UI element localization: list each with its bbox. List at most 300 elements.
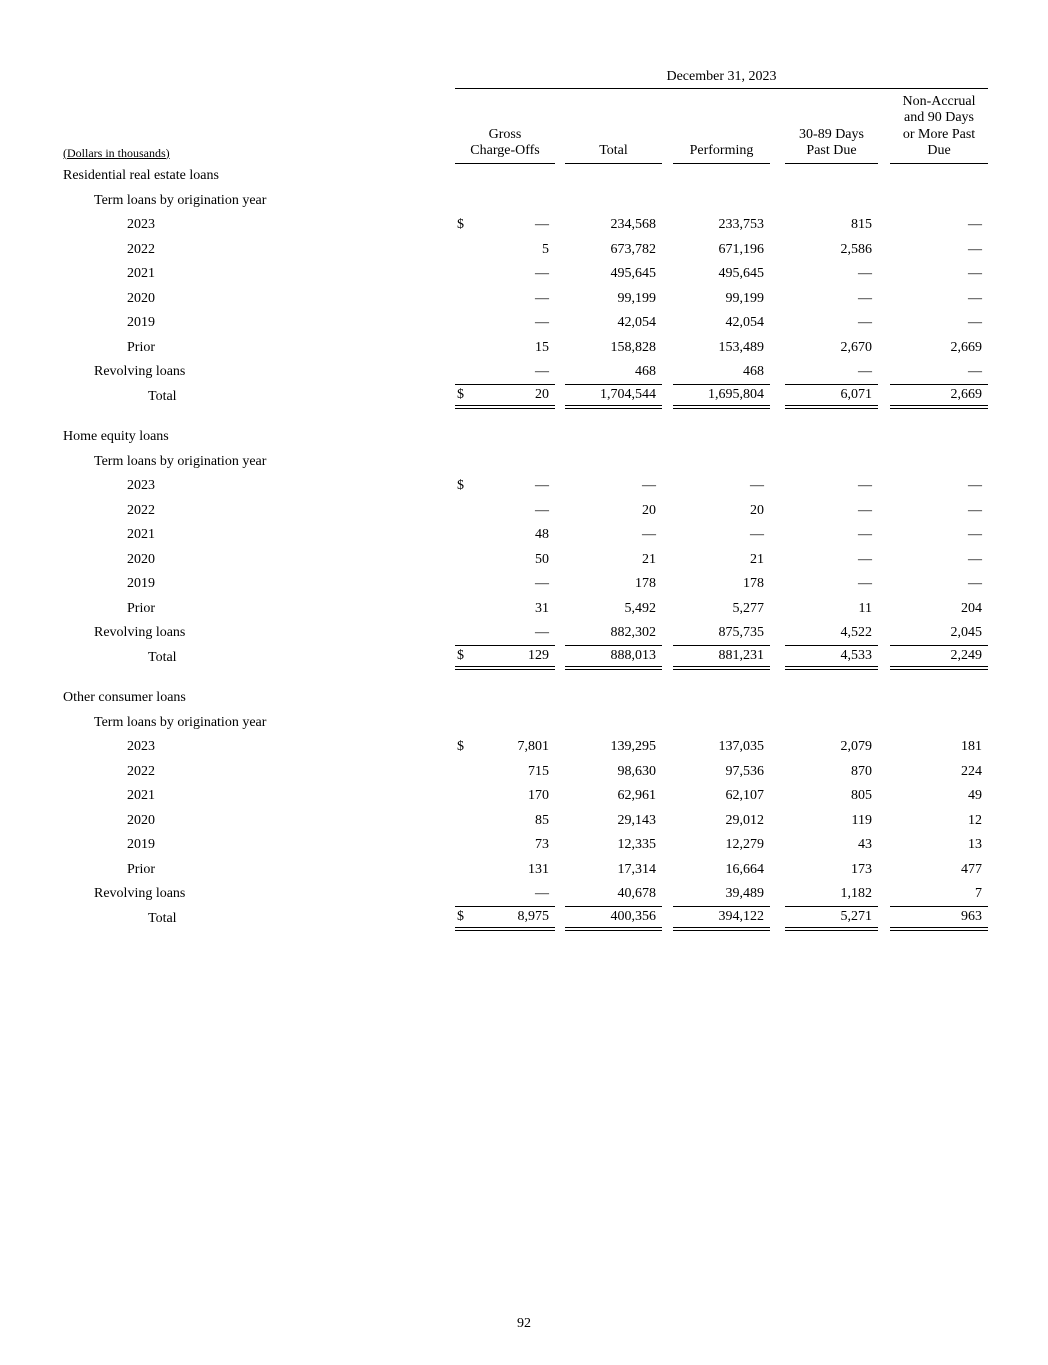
column-header-line: Past Due — [806, 143, 857, 158]
cell-value: 39,489 — [725, 886, 764, 901]
value-cell — [455, 262, 555, 287]
row-label: 2023 — [127, 739, 155, 754]
value-cell — [673, 523, 770, 548]
value-cell — [890, 384, 988, 409]
value-cell — [785, 784, 878, 809]
table-row — [63, 474, 988, 499]
value-cell — [673, 857, 770, 882]
value-cell — [565, 213, 662, 238]
column-header-line: 30-89 Days — [799, 126, 864, 142]
value-cell — [890, 213, 988, 238]
table-row — [63, 596, 988, 621]
cell-value: 73 — [535, 837, 549, 852]
value-cell — [785, 237, 878, 262]
value-cell — [785, 311, 878, 336]
value-cell — [565, 498, 662, 523]
row-label: Revolving loans — [94, 625, 186, 640]
row-label: 2021 — [127, 788, 155, 803]
value-cell — [890, 237, 988, 262]
value-cell — [785, 735, 878, 760]
table-body — [63, 164, 988, 931]
cell-value: — — [535, 478, 549, 493]
value-cell — [890, 572, 988, 597]
cell-value: — — [858, 478, 872, 493]
value-cell — [565, 523, 662, 548]
cell-value: 29,143 — [617, 812, 656, 828]
table-row — [63, 808, 988, 833]
table-row — [63, 311, 988, 336]
value-cell — [673, 286, 770, 311]
table-row — [63, 857, 988, 882]
column-header-line: Non-Accrual — [902, 93, 976, 109]
dollar-sign: $ — [457, 908, 464, 924]
cell-value: — — [858, 576, 872, 591]
cell-value: 129 — [528, 647, 549, 663]
cell-value: 6,071 — [840, 386, 872, 402]
cell-value: 12 — [968, 812, 982, 828]
value-cell — [673, 906, 770, 931]
value-cell — [673, 547, 770, 572]
column-header-line: Total — [599, 143, 628, 158]
cell-value: 31 — [535, 600, 549, 616]
cell-value: — — [535, 364, 549, 379]
table-row — [63, 784, 988, 809]
cell-value: 173 — [851, 861, 872, 877]
cell-value: 673,782 — [610, 241, 656, 257]
value-cell — [673, 882, 770, 907]
column-header-line: Due — [927, 143, 951, 158]
dollar-sign: $ — [457, 217, 464, 232]
value-cell — [673, 360, 770, 385]
cell-value: 5,492 — [624, 600, 656, 616]
value-cell — [455, 621, 555, 646]
section-title-row — [63, 425, 988, 450]
value-cell — [455, 498, 555, 523]
table-row — [63, 523, 988, 548]
value-cell — [890, 474, 988, 499]
cell-value: — — [535, 266, 549, 281]
column-header-line: Performing — [689, 143, 754, 158]
cell-value: — — [968, 266, 982, 281]
cell-value: 21 — [642, 551, 656, 567]
cell-value: 7,801 — [517, 739, 549, 754]
value-cell — [785, 857, 878, 882]
value-cell — [785, 882, 878, 907]
cell-value: — — [535, 576, 549, 591]
table-row — [63, 621, 988, 646]
cell-value: — — [968, 217, 982, 232]
cell-value: 178 — [743, 576, 764, 591]
value-cell — [455, 360, 555, 385]
row-label: 2023 — [127, 217, 155, 232]
value-cell — [890, 286, 988, 311]
cell-value: — — [750, 478, 764, 493]
dollar-sign: $ — [457, 647, 464, 663]
row-label: 2020 — [127, 290, 155, 306]
cell-value: 2,586 — [840, 241, 872, 257]
cell-value: — — [968, 241, 982, 257]
value-cell — [565, 857, 662, 882]
row-label: 2021 — [127, 266, 155, 281]
value-cell — [455, 735, 555, 760]
cell-value: — — [858, 502, 872, 518]
cell-value: — — [968, 527, 982, 542]
cell-value: — — [642, 478, 656, 493]
value-cell — [565, 759, 662, 784]
cell-value: 477 — [961, 861, 982, 877]
cell-value: — — [968, 290, 982, 306]
cell-value: 2,079 — [840, 739, 872, 754]
cell-value: 137,035 — [718, 739, 764, 754]
value-cell — [785, 474, 878, 499]
cell-value: 468 — [635, 364, 656, 379]
value-cell — [673, 262, 770, 287]
cell-value: — — [858, 315, 872, 330]
row-label: 2020 — [127, 812, 155, 828]
value-cell — [455, 833, 555, 858]
cell-value: 42,054 — [617, 315, 656, 330]
value-cell — [785, 572, 878, 597]
cell-value: 4,533 — [840, 647, 872, 663]
value-cell — [565, 833, 662, 858]
cell-value: 870 — [851, 763, 872, 779]
value-cell — [890, 523, 988, 548]
cell-value: — — [858, 290, 872, 306]
value-cell — [455, 857, 555, 882]
section-title: Home equity loans — [63, 429, 169, 444]
table-row — [63, 759, 988, 784]
row-label: 2022 — [127, 241, 155, 257]
cell-value: 1,182 — [840, 886, 872, 901]
cell-value: 20 — [642, 502, 656, 518]
value-cell — [565, 735, 662, 760]
row-label: Total — [148, 910, 177, 926]
value-cell — [785, 335, 878, 360]
cell-value: 21 — [750, 551, 764, 567]
dollars-in-thousands-label: (Dollars in thousands) — [63, 145, 170, 160]
value-cell — [785, 384, 878, 409]
cell-value: 805 — [851, 788, 872, 803]
value-cell — [785, 596, 878, 621]
value-cell — [673, 384, 770, 409]
value-cell — [890, 311, 988, 336]
row-label: Prior — [127, 861, 155, 877]
cell-value: 12,335 — [617, 837, 656, 852]
value-cell — [890, 833, 988, 858]
cell-value: 882,302 — [610, 625, 656, 640]
value-cell — [673, 621, 770, 646]
value-cell — [673, 596, 770, 621]
value-cell — [565, 808, 662, 833]
cell-value: 119 — [851, 812, 872, 828]
value-cell — [565, 621, 662, 646]
value-cell — [785, 808, 878, 833]
section-title-row — [63, 164, 988, 189]
value-cell — [455, 906, 555, 931]
cell-value: 400,356 — [610, 908, 656, 924]
cell-value: 16,664 — [725, 861, 764, 877]
value-cell — [673, 759, 770, 784]
value-cell — [455, 474, 555, 499]
section-subtitle-row — [63, 188, 988, 213]
row-label: 2019 — [127, 315, 155, 330]
cell-value: — — [535, 217, 549, 232]
value-cell — [455, 645, 555, 670]
value-cell — [890, 735, 988, 760]
value-cell — [673, 645, 770, 670]
value-cell — [565, 262, 662, 287]
cell-value: 42,054 — [725, 315, 764, 330]
cell-value: 2,670 — [840, 339, 872, 355]
value-cell — [785, 621, 878, 646]
value-cell — [455, 784, 555, 809]
value-cell — [455, 384, 555, 409]
cell-value: 495,645 — [610, 266, 656, 281]
cell-value: 158,828 — [610, 339, 656, 355]
table-row — [63, 833, 988, 858]
value-cell — [565, 335, 662, 360]
column-header — [890, 89, 988, 164]
value-cell — [455, 759, 555, 784]
value-cell — [890, 759, 988, 784]
cell-value: 233,753 — [718, 217, 764, 232]
row-label: Total — [148, 388, 177, 404]
value-cell — [785, 213, 878, 238]
row-label: 2021 — [127, 527, 155, 542]
dollar-sign: $ — [457, 478, 464, 493]
cell-value: 98,630 — [617, 763, 656, 779]
column-header-line: or More Past — [902, 126, 976, 142]
cell-value: 394,122 — [718, 908, 764, 924]
value-cell — [890, 882, 988, 907]
value-cell — [785, 906, 878, 931]
value-cell — [673, 735, 770, 760]
cell-value: 17,314 — [617, 861, 656, 877]
value-cell — [673, 498, 770, 523]
value-cell — [890, 808, 988, 833]
section-title: Residential real estate loans — [63, 168, 219, 183]
cell-value: — — [858, 364, 872, 379]
cell-value: 40,678 — [617, 886, 656, 901]
cell-value: 131 — [528, 861, 549, 877]
value-cell — [890, 596, 988, 621]
cell-value: 888,013 — [610, 647, 656, 663]
cell-value: 29,012 — [725, 812, 764, 828]
value-cell — [565, 311, 662, 336]
cell-value: 62,107 — [725, 788, 764, 803]
row-label: 2023 — [127, 478, 155, 493]
cell-value: 671,196 — [718, 241, 764, 257]
value-cell — [455, 311, 555, 336]
value-cell — [565, 596, 662, 621]
cell-value: 5,277 — [732, 600, 764, 616]
value-cell — [565, 547, 662, 572]
value-cell — [890, 335, 988, 360]
cell-value: 2,249 — [950, 647, 982, 663]
section-subtitle-row — [63, 449, 988, 474]
value-cell — [673, 572, 770, 597]
dollar-sign: $ — [457, 386, 464, 402]
value-cell — [785, 523, 878, 548]
value-cell — [890, 645, 988, 670]
date-header-row — [63, 64, 988, 89]
cell-value: — — [858, 266, 872, 281]
total-row — [63, 645, 988, 670]
cell-value: — — [968, 551, 982, 567]
section-subtitle: Term loans by origination year — [94, 453, 267, 469]
row-label: Revolving loans — [94, 886, 186, 901]
cell-value: 20 — [535, 386, 549, 402]
cell-value: 4,522 — [840, 625, 872, 640]
value-cell — [890, 547, 988, 572]
cell-value: 963 — [961, 908, 982, 924]
cell-value: — — [750, 527, 764, 542]
value-cell — [673, 784, 770, 809]
column-header — [455, 89, 555, 164]
cell-value: — — [858, 551, 872, 567]
cell-value: 12,279 — [725, 837, 764, 852]
cell-value: 875,735 — [718, 625, 764, 640]
value-cell — [890, 784, 988, 809]
table-row — [63, 262, 988, 287]
value-cell — [673, 808, 770, 833]
cell-value: 178 — [635, 576, 656, 591]
cell-value: — — [858, 527, 872, 542]
total-row — [63, 906, 988, 931]
table-row — [63, 882, 988, 907]
row-label: 2019 — [127, 576, 155, 591]
value-cell — [890, 857, 988, 882]
value-cell — [673, 474, 770, 499]
cell-value: 204 — [961, 600, 982, 616]
row-label: Prior — [127, 600, 155, 616]
cell-value: 43 — [858, 837, 872, 852]
value-cell — [785, 360, 878, 385]
date-header: December 31, 2023 — [455, 64, 988, 89]
value-cell — [565, 237, 662, 262]
cell-value: 2,669 — [950, 386, 982, 402]
value-cell — [455, 523, 555, 548]
cell-value: 234,568 — [610, 217, 656, 232]
cell-value: — — [642, 527, 656, 542]
cell-value: 8,975 — [517, 908, 549, 924]
cell-value: 7 — [975, 886, 982, 901]
row-label: 2020 — [127, 551, 155, 567]
value-cell — [455, 808, 555, 833]
value-cell — [565, 360, 662, 385]
value-cell — [673, 311, 770, 336]
cell-value: 170 — [528, 788, 549, 803]
column-header-row — [63, 89, 988, 164]
row-label: Revolving loans — [94, 364, 186, 379]
value-cell — [565, 906, 662, 931]
cell-value: 5,271 — [840, 908, 872, 924]
value-cell — [565, 882, 662, 907]
cell-value: 13 — [968, 837, 982, 852]
table-row — [63, 237, 988, 262]
value-cell — [455, 547, 555, 572]
value-cell — [565, 286, 662, 311]
value-cell — [890, 360, 988, 385]
value-cell — [455, 882, 555, 907]
page-number: 92 — [517, 1316, 531, 1331]
cell-value: — — [535, 502, 549, 518]
section-subtitle-row — [63, 710, 988, 735]
value-cell — [785, 759, 878, 784]
row-label: Prior — [127, 339, 155, 355]
cell-value: 49 — [968, 788, 982, 803]
cell-value: 50 — [535, 551, 549, 567]
table-row — [63, 213, 988, 238]
cell-value: 97,536 — [725, 763, 764, 779]
column-header — [785, 89, 878, 164]
table-row — [63, 335, 988, 360]
value-cell — [785, 262, 878, 287]
value-cell — [673, 833, 770, 858]
value-cell — [785, 498, 878, 523]
cell-value: 2,045 — [950, 625, 982, 640]
table-row — [63, 547, 988, 572]
cell-value: 495,645 — [718, 266, 764, 281]
table-row — [63, 735, 988, 760]
value-cell — [785, 286, 878, 311]
column-header — [565, 89, 662, 164]
section-subtitle: Term loans by origination year — [94, 714, 267, 730]
value-cell — [890, 906, 988, 931]
column-header-line: Charge-Offs — [470, 143, 540, 158]
value-cell — [455, 213, 555, 238]
cell-value: 99,199 — [725, 290, 764, 306]
value-cell — [890, 498, 988, 523]
cell-value: — — [535, 886, 549, 901]
cell-value: 2,669 — [950, 339, 982, 355]
cell-value: — — [968, 478, 982, 493]
cell-value: 15 — [535, 339, 549, 355]
cell-value: 48 — [535, 527, 549, 542]
value-cell — [455, 286, 555, 311]
value-cell — [673, 213, 770, 238]
value-cell — [455, 596, 555, 621]
section-title-row — [63, 686, 988, 711]
table-row — [63, 572, 988, 597]
cell-value: — — [968, 315, 982, 330]
section-subtitle: Term loans by origination year — [94, 192, 267, 208]
cell-value: 815 — [851, 217, 872, 232]
column-header — [673, 89, 770, 164]
table-row — [63, 360, 988, 385]
row-label: Total — [148, 649, 177, 665]
value-cell — [785, 833, 878, 858]
cell-value: 224 — [961, 763, 982, 779]
value-cell — [673, 335, 770, 360]
cell-value: — — [535, 290, 549, 306]
value-cell — [565, 474, 662, 499]
cell-value: — — [968, 502, 982, 518]
value-cell — [890, 621, 988, 646]
cell-value: — — [968, 364, 982, 379]
cell-value: 139,295 — [610, 739, 656, 754]
cell-value: 5 — [542, 241, 549, 257]
cell-value: — — [968, 576, 982, 591]
value-cell — [673, 237, 770, 262]
cell-value: 11 — [858, 600, 872, 616]
value-cell — [785, 547, 878, 572]
cell-value: 153,489 — [718, 339, 764, 355]
cell-value: — — [535, 625, 549, 640]
cell-value: 1,704,544 — [600, 386, 656, 402]
cell-value: 715 — [528, 763, 549, 779]
cell-value: 20 — [750, 502, 764, 518]
